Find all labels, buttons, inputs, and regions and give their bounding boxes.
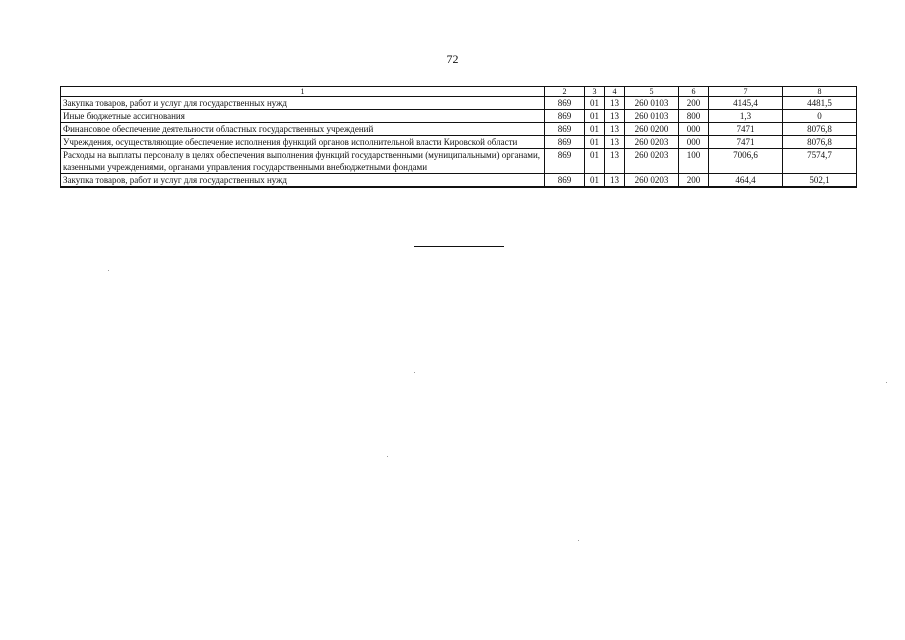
column-index-cell: 7	[709, 87, 783, 97]
cell-c4: 13	[605, 123, 625, 136]
cell-c6: 200	[679, 174, 709, 188]
cell-c8: 502,1	[783, 174, 857, 188]
cell-c5: 260 0203	[625, 136, 679, 149]
budget-table	[60, 86, 857, 188]
end-of-document-rule	[414, 246, 504, 247]
column-index-cell: 3	[585, 87, 605, 97]
cell-c8: 0	[783, 110, 857, 123]
row-name: Иные бюджетные ассигнования	[61, 110, 545, 123]
cell-c7: 7006,6	[709, 149, 783, 174]
cell-c6: 000	[679, 123, 709, 136]
cell-c5: 260 0200	[625, 123, 679, 136]
cell-c3: 01	[585, 174, 605, 188]
scan-speck	[578, 540, 579, 541]
cell-c3: 01	[585, 149, 605, 174]
column-index-cell: 8	[783, 87, 857, 97]
cell-c2: 869	[545, 110, 585, 123]
table-row	[61, 123, 857, 136]
cell-c4: 13	[605, 174, 625, 188]
cell-c4: 13	[605, 110, 625, 123]
row-name: Закупка товаров, работ и услуг для государственных нужд	[61, 174, 545, 188]
cell-c8: 8076,8	[783, 123, 857, 136]
cell-c7: 4145,4	[709, 97, 783, 110]
cell-c3: 01	[585, 97, 605, 110]
cell-c8: 8076,8	[783, 136, 857, 149]
page-number: 72	[446, 52, 459, 66]
cell-c6: 100	[679, 149, 709, 174]
scan-speck	[886, 382, 887, 383]
scan-speck	[387, 456, 388, 457]
cell-c4: 13	[605, 97, 625, 110]
cell-c6: 800	[679, 110, 709, 123]
cell-c2: 869	[545, 136, 585, 149]
column-index-cell: 6	[679, 87, 709, 97]
column-index-cell: 2	[545, 87, 585, 97]
row-name: Финансовое обеспечение деятельности областных государственных учреждений	[61, 123, 545, 136]
column-index-row	[61, 87, 857, 97]
column-index-cell: 5	[625, 87, 679, 97]
cell-c5: 260 0103	[625, 97, 679, 110]
row-name: Закупка товаров, работ и услуг для государственных нужд	[61, 97, 545, 110]
scan-speck	[108, 270, 109, 271]
cell-c7: 464,4	[709, 174, 783, 188]
cell-c8: 7574,7	[783, 149, 857, 174]
cell-c6: 000	[679, 136, 709, 149]
cell-c8: 4481,5	[783, 97, 857, 110]
table-row	[61, 97, 857, 110]
table-row	[61, 174, 857, 188]
cell-c3: 01	[585, 123, 605, 136]
cell-c7: 1,3	[709, 110, 783, 123]
cell-c7: 7471	[709, 136, 783, 149]
table-row	[61, 136, 857, 149]
column-index-cell: 1	[61, 87, 545, 97]
cell-c3: 01	[585, 136, 605, 149]
row-name: Расходы на выплаты персоналу в целях обеспечения выполнения функций государственными (муниципальными) органами, казенными учреждениями, органами управления государственными внебюджетными фондами	[61, 149, 545, 174]
cell-c2: 869	[545, 174, 585, 188]
cell-c4: 13	[605, 149, 625, 174]
table-row	[61, 149, 857, 174]
cell-c4: 13	[605, 136, 625, 149]
table-row	[61, 110, 857, 123]
cell-c3: 01	[585, 110, 605, 123]
scan-speck	[414, 372, 415, 373]
cell-c7: 7471	[709, 123, 783, 136]
row-name: Учреждения, осуществляющие обеспечение исполнения функций органов исполнительной власти Кировской области	[61, 136, 545, 149]
cell-c5: 260 0203	[625, 174, 679, 188]
cell-c6: 200	[679, 97, 709, 110]
cell-c2: 869	[545, 123, 585, 136]
cell-c2: 869	[545, 97, 585, 110]
column-index-cell: 4	[605, 87, 625, 97]
cell-c5: 260 0203	[625, 149, 679, 174]
cell-c2: 869	[545, 149, 585, 174]
cell-c5: 260 0103	[625, 110, 679, 123]
